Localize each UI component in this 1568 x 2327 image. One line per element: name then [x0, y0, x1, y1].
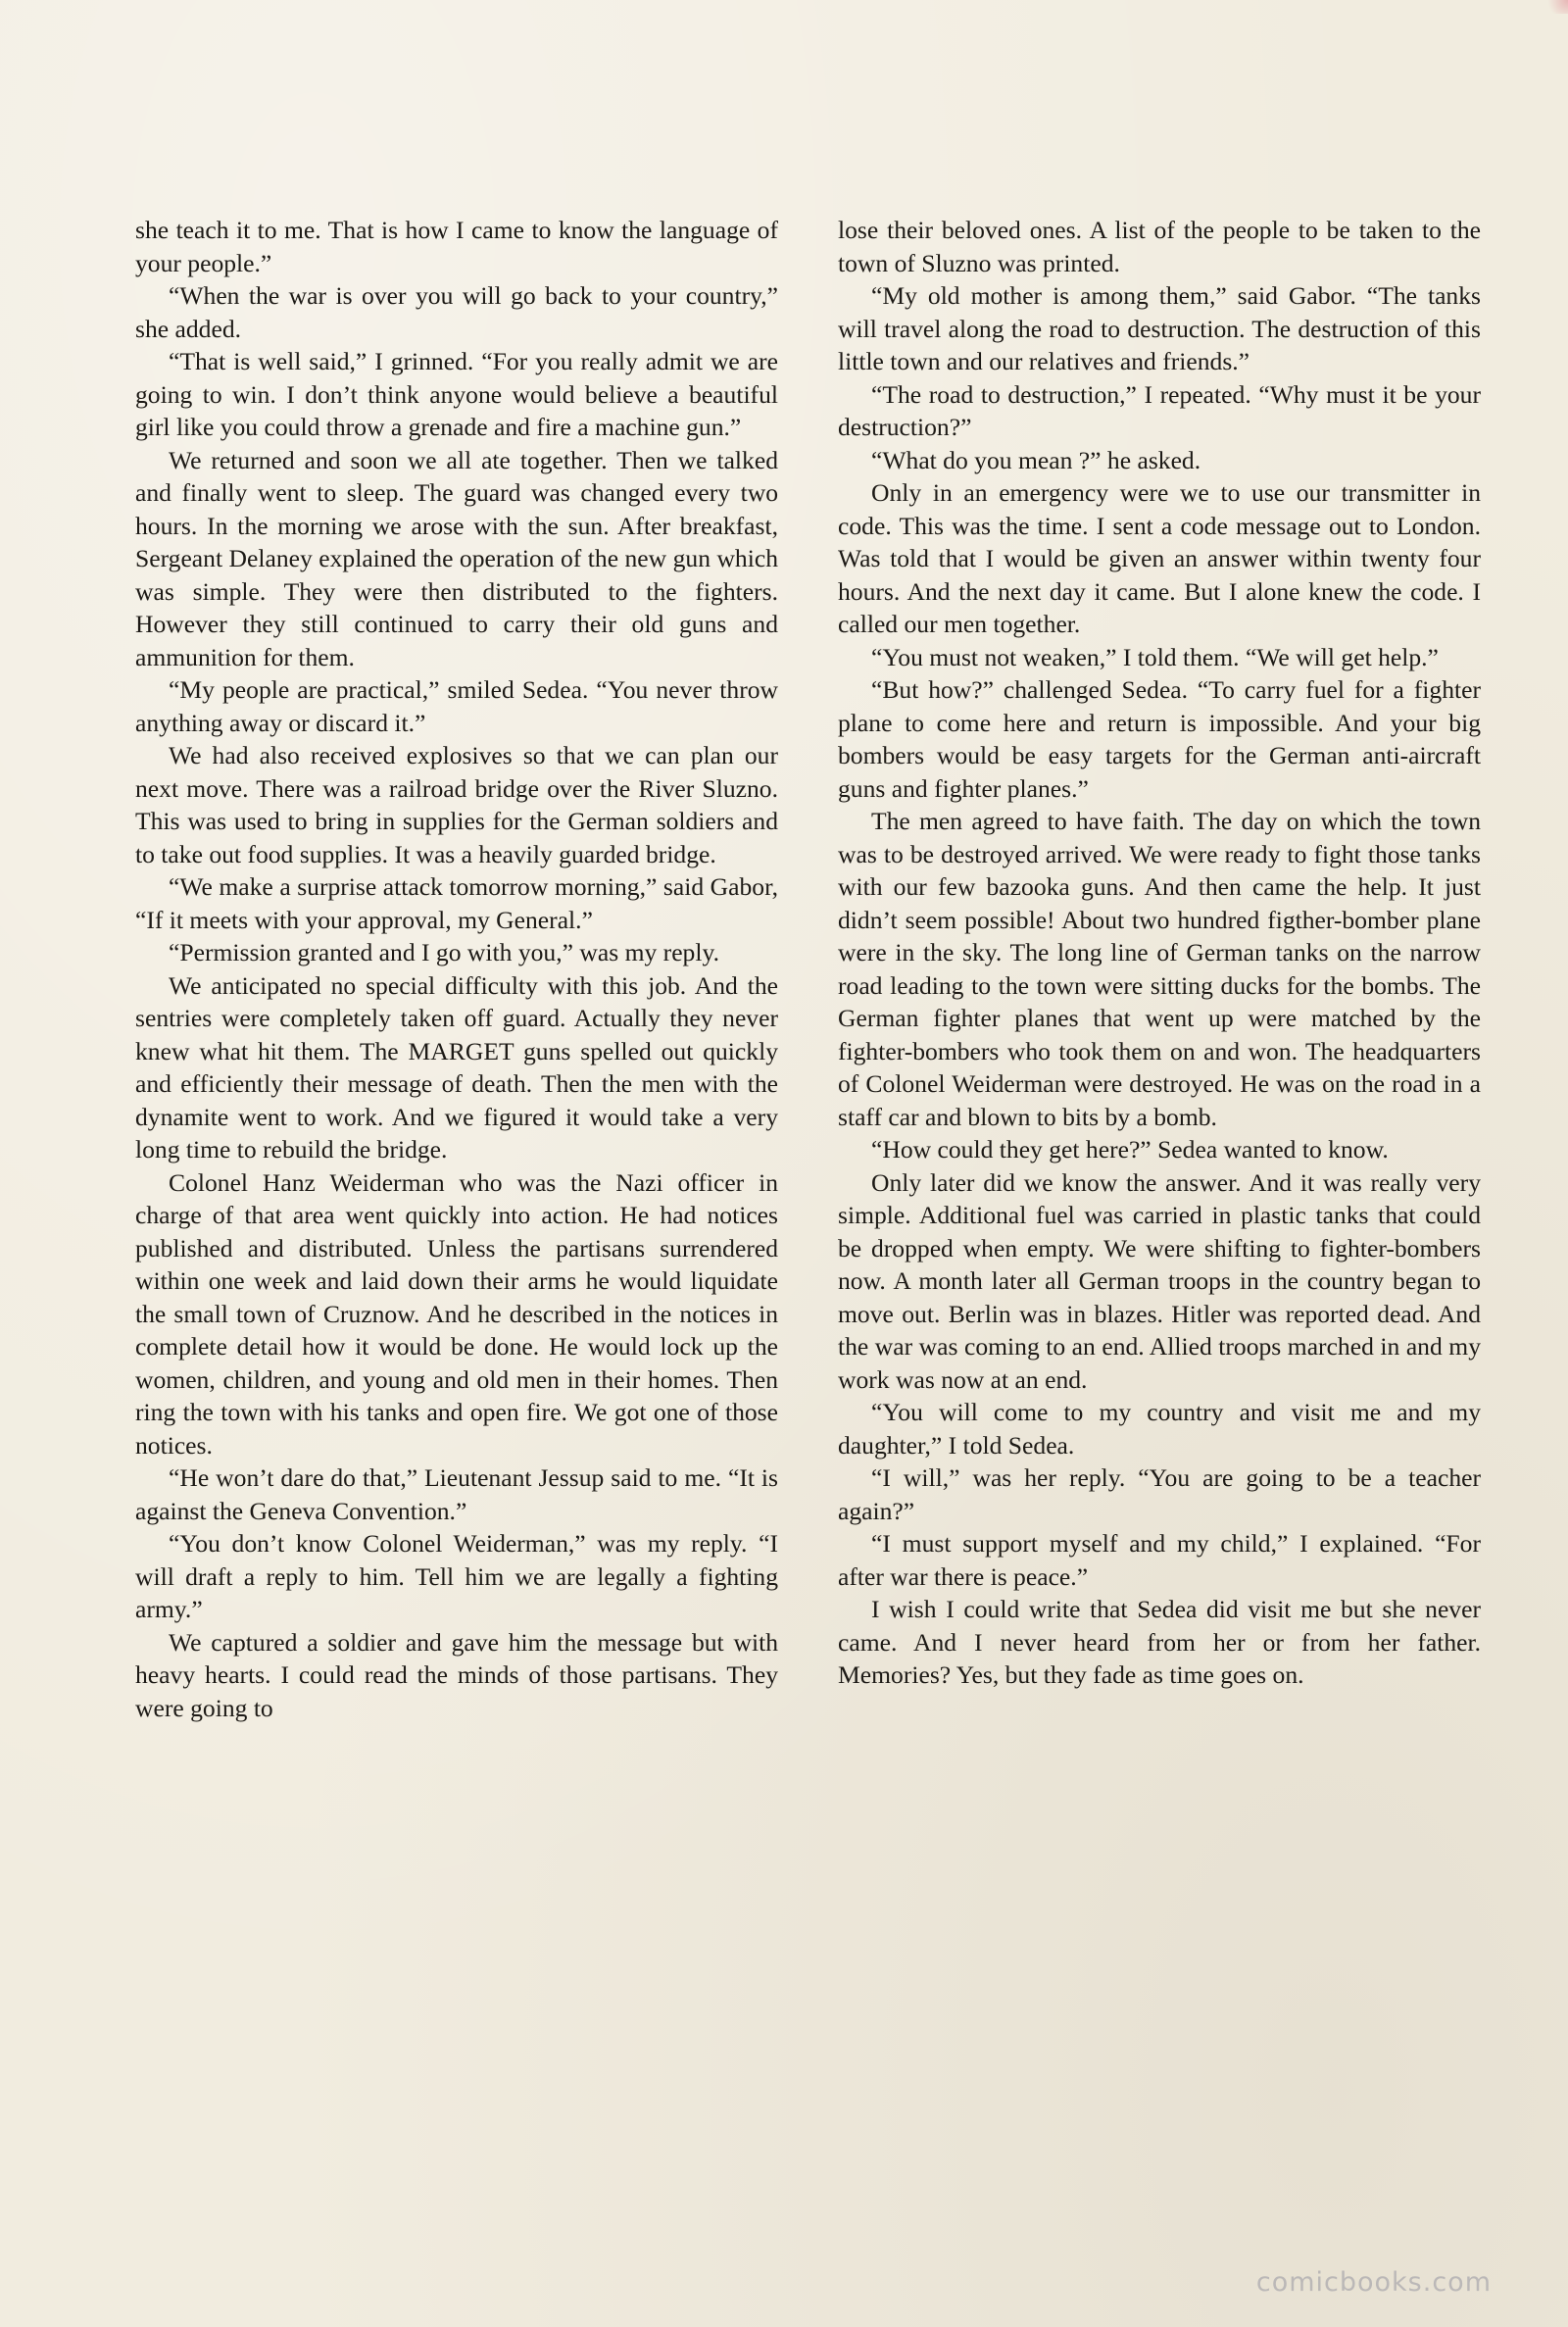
paragraph: “I will,” was her reply. “You are going to be a teacher again?” [838, 1463, 1481, 1525]
paragraph: We returned and soon we all ate together. Then we talked and finally went to sleep. The guard was changed every two hours. In the morning we arose with the sun. After breakfast, Sergeant Delaney explained the operation of the new gun which was simple. They were then distributed to the fighters. However they still continued to carry their old guns and ammunition for them. [135, 445, 778, 671]
paragraph: “When the war is over you will go back to your country,” she added. [135, 281, 778, 343]
paragraph: “My people are practical,” smiled Sedea. “You never throw anything away or discard it.” [135, 675, 778, 737]
paragraph: “He won’t dare do that,” Lieutenant Jessup said to me. “It is against the Geneva Convention.” [135, 1463, 778, 1525]
paragraph: We captured a soldier and gave him the message but with heavy hearts. I could read the minds of those partisans. They were going to [135, 1627, 778, 1722]
paragraph: “But how?” challenged Sedea. “To carry fuel for a fighter plane to come here and return is impossible. And your big bombers would be easy targets for the German anti-aircraft guns and fighter planes.” [838, 675, 1481, 803]
paragraph: “Permission granted and I go with you,” was my reply. [169, 938, 719, 966]
left-text-column [135, 214, 778, 1724]
paragraph: “You will come to my country and visit me and my daughter,” I told Sedea. [838, 1398, 1481, 1460]
paragraph: “The road to destruction,” I repeated. “Why must it be your destruction?” [838, 379, 1481, 441]
paragraph: “My old mother is among them,” said Gabor. “The tanks will travel along the road to destruction. The destruction of this little town and our relatives and friends.” [838, 281, 1481, 375]
paragraph: “How could they get here?” Sedea wanted to know. [871, 1135, 1389, 1164]
paragraph: Only in an emergency were we to use our transmitter in code. This was the time. I sent a code message out to London. Was told that I would be given an answer within twenty four hours. And the next day it came. But I alone knew the code. I called our men together. [838, 478, 1481, 638]
paragraph: “I must support myself and my child,” I explained. “For after war there is peace.” [838, 1529, 1481, 1591]
paragraph: The men agreed to have faith. The day on which the town was to be destroyed arrived. We were ready to fight those tanks with our few bazooka guns. And then came the help. It just didn’t seem possible! About two hundred figther-bomber plane were in the sky. The long line of German tanks on the narrow road leading to the town were sitting ducks for the bombs. The German fighter planes that went up were matched by the fighter-bombers who took them on and won. The headquarters of Colonel Weiderman were destroyed. He was on the road in a staff car and blown to bits by a bomb. [838, 807, 1481, 1131]
paragraph: “We make a surprise attack tomorrow morning,” said Gabor, “If it meets with your approval, my General.” [135, 872, 778, 934]
paragraph: she teach it to me. That is how I came to know the language of your people.” [135, 216, 778, 277]
site-watermark: comicbooks.com [1255, 2267, 1492, 2298]
paragraph: I wish I could write that Sedea did visit me but she never came. And I never heard from her or from her father. Memories? Yes, but they fade as time goes on. [838, 1595, 1481, 1689]
paragraph: “You don’t know Colonel Weiderman,” was my reply. “I will draft a reply to him. Tell him we are legally a fighting army.” [135, 1529, 778, 1623]
paragraph: lose their beloved ones. A list of the people to be taken to the town of Sluzno was printed. [838, 216, 1481, 277]
paragraph: “You must not weaken,” I told them. “We will get help.” [871, 642, 1439, 671]
paragraph: We anticipated no special difficulty with this job. And the sentries were completely taken off guard. Actually they never knew what hit them. The MARGET guns spelled out quickly and efficiently their message of death. Then the men with the dynamite went to work. And we figured it would take a very long time to rebuild the bridge. [135, 970, 778, 1164]
paragraph: We had also received explosives so that we can plan our next move. There was a railroad bridge over the River Sluzno. This was used to bring in supplies for the German soldiers and to take out food supplies. It was a heavily guarded bridge. [135, 741, 778, 868]
paragraph: Only later did we know the answer. And it was really very simple. Additional fuel was carried in plastic tanks that could be dropped when empty. We were shifting to fighter-bombers now. A month later all German troops in the country began to move out. Berlin was in blazes. Hitler was reported dead. And the war was coming to an end. Allied troops marched in and my work was now at an end. [838, 1167, 1481, 1394]
paragraph: “What do you mean ?” he asked. [871, 445, 1201, 474]
right-text-column [838, 214, 1481, 1692]
paragraph: Colonel Hanz Weiderman who was the Nazi officer in charge of that area went quickly into action. He had notices published and distributed. Unless the partisans surrendered within one week and laid down their arms he would liquidate the small town of Cruznow. And he described in the notices in complete detail how it would be done. He would lock up the women, children, and young and old men in their homes. Then ring the town with his tanks and open fire. We got one of those notices. [135, 1167, 778, 1460]
paragraph: “That is well said,” I grinned. “For you really admit we are going to win. I don’t think anyone would believe a beautiful girl like you could throw a grenade and fire a machine gun.” [135, 347, 778, 441]
page-corner-stain [1543, 0, 1568, 14]
